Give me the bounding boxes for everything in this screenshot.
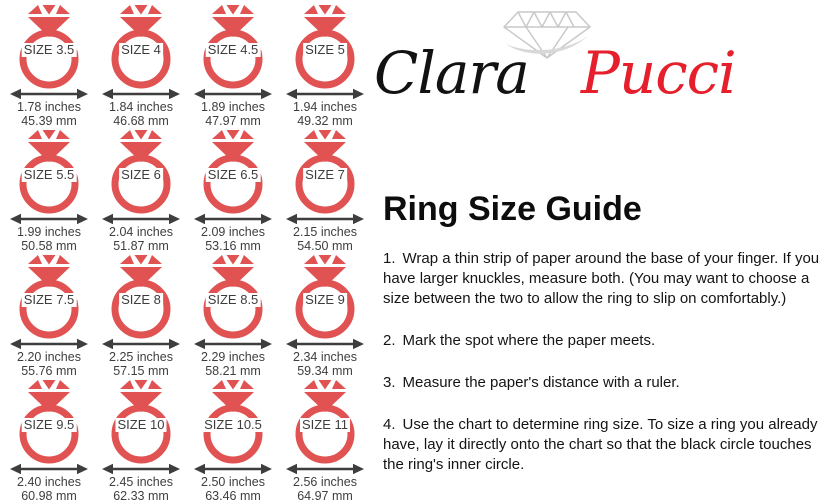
step-text: Mark the spot where the paper meets. <box>402 332 656 349</box>
ring-icon <box>9 378 89 474</box>
step-text: Use the chart to determine ring size. To size a ring you already have, lay it directly onto the chart so that the black circle touches the ring's inner circle. <box>383 416 818 473</box>
ring-band <box>115 283 167 335</box>
ring-diameter-inches: 2.29 inches <box>201 350 265 364</box>
diameter-arrow-icon <box>102 464 180 474</box>
ring-diameter-mm: 59.34 mm <box>297 364 353 378</box>
diameter-arrow-icon <box>286 464 364 474</box>
ring-icon <box>193 253 273 349</box>
ring-measurements <box>109 350 173 378</box>
diameter-arrow-icon <box>194 339 272 349</box>
diameter-arrow-icon <box>102 339 180 349</box>
diameter-arrow-icon <box>10 339 88 349</box>
ring-icon <box>285 128 365 224</box>
ring-icon <box>101 3 181 99</box>
ring-icon <box>9 128 89 224</box>
ring-size-cell <box>95 378 187 501</box>
instructions-list <box>383 249 835 497</box>
ring-size-label: SIZE 5.5 <box>23 167 75 182</box>
ring-size-label: SIZE 9.5 <box>23 417 75 432</box>
diameter-arrow-icon <box>102 214 180 224</box>
ring-icon <box>9 3 89 99</box>
ring-measurements <box>293 100 357 128</box>
ring-size-cell <box>187 3 279 128</box>
ring-diameter-mm: 51.87 mm <box>113 239 169 253</box>
ring-diameter-mm: 49.32 mm <box>297 114 353 128</box>
brand-logo <box>374 6 836 107</box>
ring-measurements <box>109 225 173 253</box>
diamond-outline-icon <box>496 6 598 64</box>
ring-band <box>299 408 351 460</box>
ring-size-label: SIZE 6 <box>121 167 161 182</box>
ring-size-label: SIZE 10.5 <box>204 417 262 432</box>
ring-diameter-mm: 58.21 mm <box>205 364 261 378</box>
ring-band <box>207 33 259 85</box>
ring-measurements <box>17 475 81 501</box>
ring-diameter-mm: 62.33 mm <box>113 489 169 501</box>
ring-diameter-mm: 54.50 mm <box>297 239 353 253</box>
ring-size-label: SIZE 8.5 <box>207 292 259 307</box>
ring-band <box>299 33 351 85</box>
diameter-arrow-icon <box>10 89 88 99</box>
ring-icon <box>101 378 181 474</box>
ring-size-label: SIZE 7 <box>305 167 345 182</box>
diameter-arrow-icon <box>194 89 272 99</box>
step-number: 1. <box>383 250 396 267</box>
ring-measurements <box>293 350 357 378</box>
step-number: 3. <box>383 374 396 391</box>
instruction-step-2 <box>383 331 835 351</box>
ring-diameter-mm: 45.39 mm <box>21 114 77 128</box>
ring-size-label: SIZE 10 <box>117 417 165 432</box>
ring-size-chart <box>3 3 371 501</box>
ring-diameter-inches: 2.45 inches <box>109 475 173 489</box>
ring-diameter-mm: 55.76 mm <box>21 364 77 378</box>
ring-diameter-mm: 60.98 mm <box>21 489 77 501</box>
ring-diameter-inches: 2.04 inches <box>109 225 173 239</box>
diameter-arrow-icon <box>194 214 272 224</box>
diameter-arrow-icon <box>286 214 364 224</box>
ring-size-label: SIZE 9 <box>305 292 345 307</box>
ring-size-label: SIZE 4.5 <box>207 42 259 57</box>
ring-size-label: SIZE 4 <box>121 42 161 57</box>
ring-measurements <box>201 100 265 128</box>
brand-name-pucci: Pucci <box>580 39 736 107</box>
ring-icon <box>101 253 181 349</box>
ring-size-cell <box>95 128 187 253</box>
ring-size-cell <box>187 128 279 253</box>
ring-band <box>115 158 167 210</box>
diameter-arrow-icon <box>286 339 364 349</box>
ring-band <box>299 283 351 335</box>
instruction-step-3 <box>383 373 835 393</box>
ring-icon <box>285 378 365 474</box>
diameter-arrow-icon <box>286 89 364 99</box>
ring-diameter-mm: 53.16 mm <box>205 239 261 253</box>
ring-size-cell <box>3 253 95 378</box>
ring-band <box>207 158 259 210</box>
ring-diameter-inches: 2.34 inches <box>293 350 357 364</box>
ring-size-label: SIZE 6.5 <box>207 167 259 182</box>
ring-diameter-mm: 47.97 mm <box>205 114 261 128</box>
ring-band <box>207 408 259 460</box>
ring-size-label: SIZE 3.5 <box>23 42 75 57</box>
step-text: Wrap a thin strip of paper around the base of your finger. If you have larger knuckles, measure both. (You may want to choose a size between the two to allow the ring to slip on comfortably.) <box>383 250 820 307</box>
ring-band <box>23 33 75 85</box>
step-number: 2. <box>383 332 396 349</box>
ring-measurements <box>201 350 265 378</box>
ring-size-cell <box>187 378 279 501</box>
diameter-arrow-icon <box>10 464 88 474</box>
ring-band <box>23 158 75 210</box>
ring-diameter-inches: 1.78 inches <box>17 100 81 114</box>
ring-measurements <box>109 100 173 128</box>
ring-size-label: SIZE 5 <box>305 42 345 57</box>
ring-size-cell <box>3 378 95 501</box>
ring-size-label: SIZE 7.5 <box>23 292 75 307</box>
ring-diameter-inches: 1.89 inches <box>201 100 265 114</box>
ring-band <box>207 283 259 335</box>
ring-icon <box>9 253 89 349</box>
ring-size-label: SIZE 8 <box>121 292 161 307</box>
ring-diameter-inches: 2.15 inches <box>293 225 357 239</box>
ring-diameter-inches: 1.99 inches <box>17 225 81 239</box>
ring-size-cell <box>279 253 371 378</box>
diameter-arrow-icon <box>102 89 180 99</box>
ring-diameter-inches: 2.25 inches <box>109 350 173 364</box>
ring-size-cell <box>279 3 371 128</box>
ring-diameter-mm: 64.97 mm <box>297 489 353 501</box>
ring-diameter-mm: 46.68 mm <box>113 114 169 128</box>
ring-icon <box>285 3 365 99</box>
ring-band <box>23 283 75 335</box>
step-text: Measure the paper's distance with a ruler. <box>402 374 680 391</box>
page-title: Ring Size Guide <box>383 190 642 228</box>
ring-size-cell <box>3 3 95 128</box>
diameter-arrow-icon <box>10 214 88 224</box>
ring-icon <box>193 3 273 99</box>
ring-diameter-mm: 57.15 mm <box>113 364 169 378</box>
ring-size-cell <box>187 253 279 378</box>
ring-icon <box>101 128 181 224</box>
ring-measurements <box>17 225 81 253</box>
ring-diameter-inches: 2.50 inches <box>201 475 265 489</box>
ring-icon <box>193 128 273 224</box>
ring-diameter-mm: 63.46 mm <box>205 489 261 501</box>
ring-icon <box>193 378 273 474</box>
ring-diameter-inches: 1.84 inches <box>109 100 173 114</box>
ring-measurements <box>201 475 265 501</box>
ring-measurements <box>17 100 81 128</box>
step-number: 4. <box>383 416 396 433</box>
ring-band <box>115 33 167 85</box>
ring-size-cell <box>279 128 371 253</box>
ring-diameter-inches: 2.20 inches <box>17 350 81 364</box>
ring-diameter-inches: 2.40 inches <box>17 475 81 489</box>
ring-size-cell <box>3 128 95 253</box>
ring-size-label: SIZE 11 <box>301 417 349 432</box>
instruction-step-4 <box>383 415 835 475</box>
ring-diameter-inches: 2.09 inches <box>201 225 265 239</box>
ring-diameter-mm: 50.58 mm <box>21 239 77 253</box>
diameter-arrow-icon <box>194 464 272 474</box>
ring-measurements <box>201 225 265 253</box>
brand-name-clara: Clara <box>374 39 529 107</box>
ring-size-cell <box>279 378 371 501</box>
ring-icon <box>285 253 365 349</box>
ring-measurements <box>293 225 357 253</box>
ring-measurements <box>17 350 81 378</box>
instruction-step-1 <box>383 249 835 309</box>
ring-size-cell <box>95 253 187 378</box>
ring-diameter-inches: 1.94 inches <box>293 100 357 114</box>
ring-size-cell <box>95 3 187 128</box>
ring-measurements <box>109 475 173 501</box>
ring-diameter-inches: 2.56 inches <box>293 475 357 489</box>
ring-measurements <box>293 475 357 501</box>
ring-band <box>115 408 167 460</box>
ring-band <box>299 158 351 210</box>
ring-band <box>23 408 75 460</box>
